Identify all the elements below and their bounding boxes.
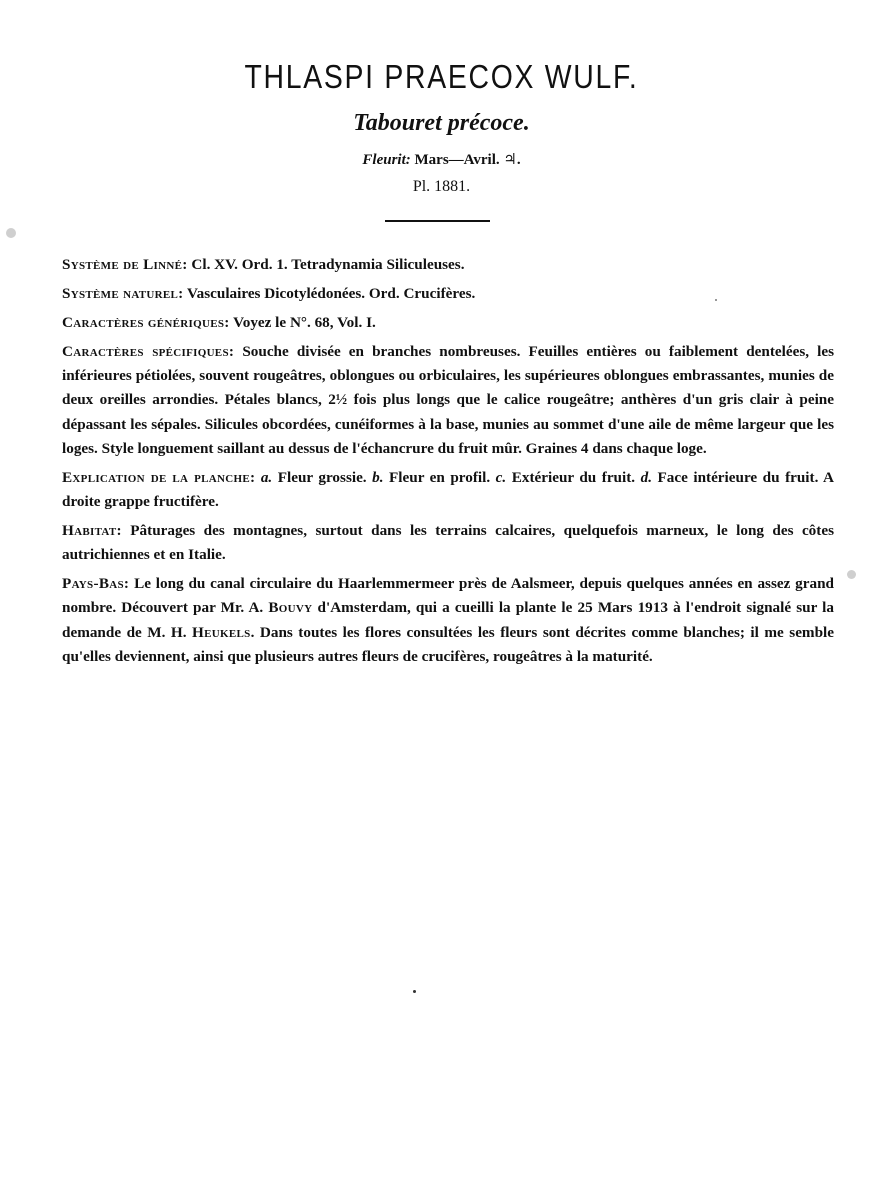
plate-explanation-paragraph xyxy=(62,466,834,514)
section-label: Explication de la planche: xyxy=(62,468,256,486)
figure-caption: Face intérieure du fruit. A droite grappe fructifère. xyxy=(62,468,835,511)
section-label: Caractères spécifiques: xyxy=(62,343,235,360)
person-name: Heukels xyxy=(192,623,251,641)
section-text: Vasculaires Dicotylédonées. Ord. Crucifères. xyxy=(183,285,476,302)
section-label: Pays-Bas: xyxy=(62,575,130,593)
section-label: Système de Linné: xyxy=(62,256,188,273)
section-label: Système naturel: xyxy=(62,285,184,302)
page-title: THLASPI PRAECOX WULF. xyxy=(244,58,639,95)
section-text: d'Amsterdam, qui a cueilli la plante le 25 Mars 1913 à l'endroit signalé sur la demande de M. H. xyxy=(62,599,834,641)
description-body xyxy=(62,253,834,674)
section-text: Pâturages des montagnes, surtout dans les terrains calcaires, quelquefois marneux, le long des côtes autrichiennes et en Italie. xyxy=(62,522,834,564)
habitat-paragraph xyxy=(62,519,834,567)
linne-system-paragraph xyxy=(62,253,834,277)
figure-letter: a. xyxy=(260,468,273,486)
section-text: Le long du canal circulaire du Haarlemmermeer près de Aalsmeer, depuis quelques années en assez grand nombre. Découvert par Mr. A. xyxy=(62,575,834,617)
natural-system-paragraph xyxy=(62,282,834,306)
section-text: Souche divisée en branches nombreuses. Feuilles entières ou faiblement dentelées, les inférieures pétiolées, souvent rougeâtres, oblongues ou orbiculaires, les supérieures oblongues embrassantes, munies de deux oreilles arrondies. Pétales blancs, 2½ fois plus longs que le calice rougeâtre; anthères d'un gris clair à peine dépassant les sépales. Silicules obcordées, cunéiformes à la base, munies au sommet d'une aile de même largeur que les loges. Style longuement saillant au dessus de l'échancrure du fruit mûr. Graines 4 dans chaque loge. xyxy=(62,343,834,457)
flowering-line xyxy=(0,150,883,169)
figure-caption: Fleur grossie. xyxy=(272,468,373,486)
header-divider xyxy=(385,220,490,222)
plate-number: Pl. 1881. xyxy=(412,178,471,195)
paper-speck xyxy=(6,228,16,238)
specific-characters-paragraph xyxy=(62,340,834,461)
section-label: Caractères génériques: xyxy=(62,314,230,331)
person-name: Bouvy xyxy=(268,599,313,617)
figure-letter: b. xyxy=(372,468,384,486)
section-text: Voyez le N°. 68, Vol. I. xyxy=(229,314,376,331)
flowering-label: Fleurit: xyxy=(362,152,411,168)
common-name-subtitle: Tabouret précoce. xyxy=(353,110,530,136)
paper-speck xyxy=(847,570,856,579)
section-text: . Dans toutes les flores consultées les fleurs sont décrites comme blanches; il me semble qu'elles deviennent, ainsi que plusieurs autres fleurs de crucifères, rougeâtres à la maturité. xyxy=(62,623,834,665)
section-text: Cl. XV. Ord. 1. Tetradynamia Siliculeuses. xyxy=(187,256,465,273)
paper-speck xyxy=(715,299,717,301)
figure-letter: d. xyxy=(640,468,652,486)
paper-speck xyxy=(413,990,416,993)
netherlands-paragraph xyxy=(62,572,834,669)
figure-caption: Extérieur du fruit. xyxy=(506,468,641,486)
figure-caption: Fleur en profil. xyxy=(383,468,496,486)
generic-characters-paragraph xyxy=(62,311,834,335)
flowering-value: Mars—Avril. ♃. xyxy=(414,152,521,168)
figure-letter: c. xyxy=(495,468,507,486)
section-label: Habitat: xyxy=(62,522,122,540)
